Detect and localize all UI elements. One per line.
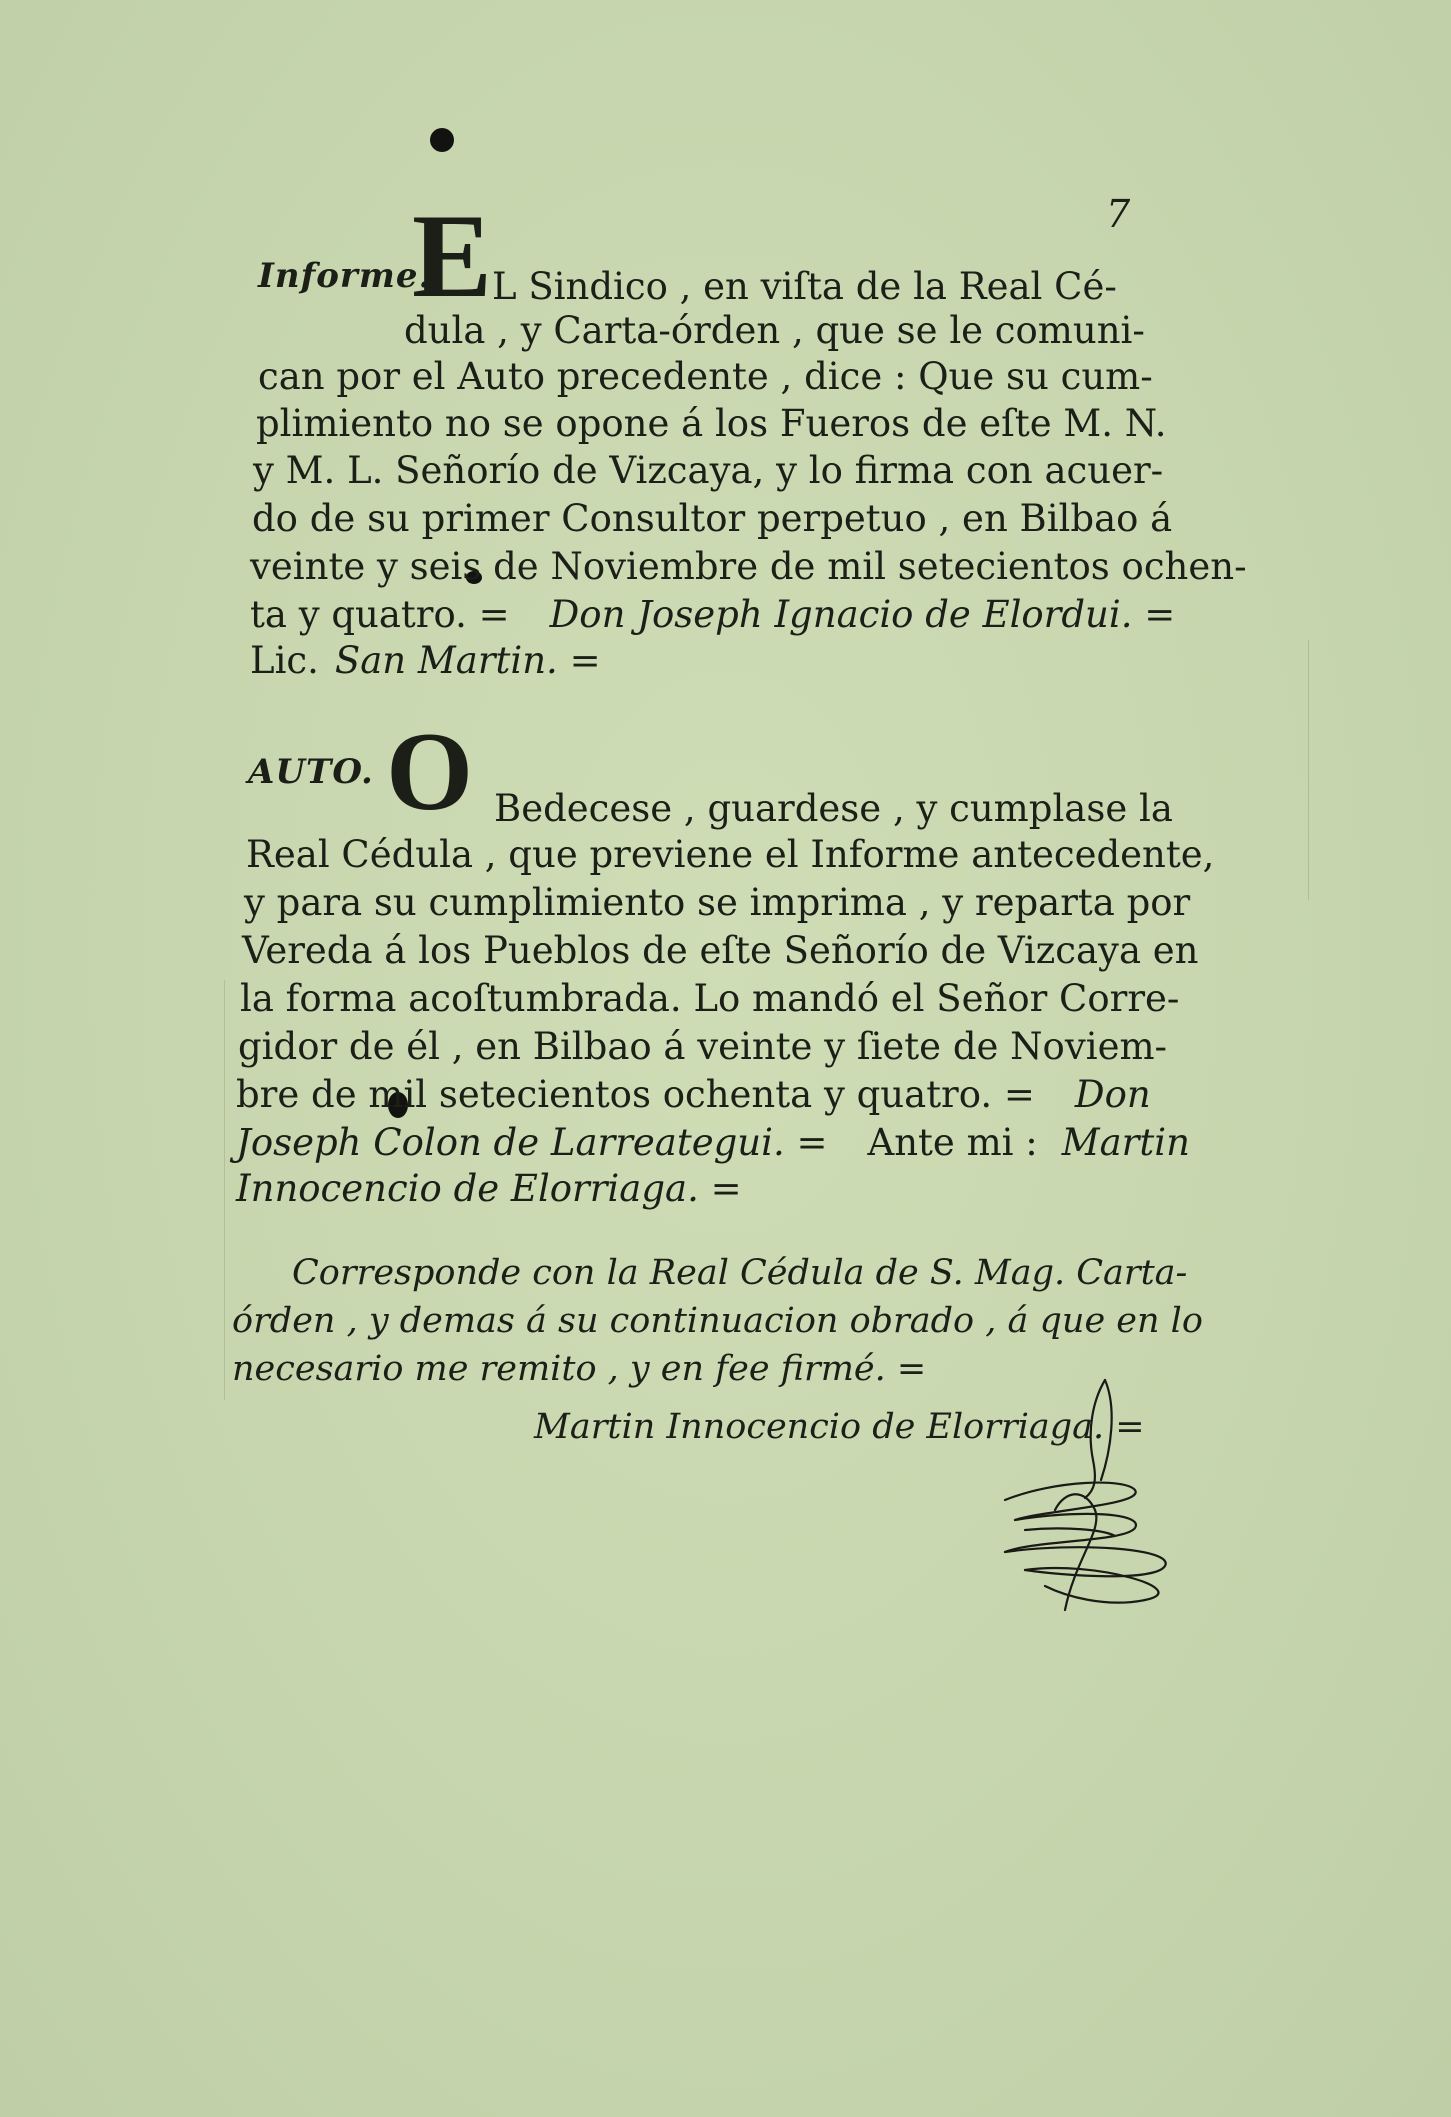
informe-lic-name: San Martin. = bbox=[334, 639, 601, 682]
informe-signatory: Don Joseph Ignacio de Elordui. = bbox=[549, 593, 1176, 636]
auto-corregidor-name: Joseph Colon de Larreategui. = bbox=[236, 1121, 828, 1164]
informe-line-4: plimiento no se opone á los Fueros de eſte M. N. bbox=[256, 402, 1167, 445]
auto-line-5: la forma acoſtumbrada. Lo mandó el Señor Corre- bbox=[240, 977, 1180, 1020]
informe-line-8 bbox=[250, 593, 1176, 636]
auto-line-2: Real Cédula , que previene el Informe antecedente, bbox=[246, 833, 1215, 876]
informe-dropcap: E bbox=[412, 189, 493, 322]
informe-line-3: can por el Auto precedente , dice : Que su cum- bbox=[258, 355, 1153, 398]
auto-dropcap: O bbox=[386, 710, 474, 834]
informe-line-5: y M. L. Señorío de Vizcaya, y lo firma con acuer- bbox=[253, 449, 1164, 492]
closing-line-2: órden , y demas á su continuacion obrado , á que en lo bbox=[232, 1301, 1203, 1341]
closing-line-1: Corresponde con la Real Cédula de S. Mag. Carta- bbox=[292, 1253, 1188, 1293]
informe-line-7: veinte y seis de Noviembre de mil setecientos ochen- bbox=[250, 545, 1247, 588]
informe-line-6: do de su primer Consultor perpetuo , en Bilbao á bbox=[252, 497, 1173, 540]
auto-line-9: Innocencio de Elorriaga. = bbox=[236, 1167, 742, 1210]
informe-line-1: L Sindico , en viſta de la Real Cé- bbox=[492, 265, 1117, 308]
auto-line-3: y para su cumplimiento se imprima , y reparta por bbox=[244, 881, 1191, 924]
auto-line-7 bbox=[236, 1073, 1151, 1116]
paper-crease bbox=[1308, 640, 1309, 900]
auto-line-7-text: bre de mil setecientos ochenta y quatro. = bbox=[236, 1073, 1035, 1116]
informe-margin-label: Informe. bbox=[258, 256, 432, 296]
auto-margin-label: AUTO. bbox=[248, 752, 374, 792]
paper-crease bbox=[224, 980, 225, 1400]
auto-line-1: Bedecese , guardese , y cumplase la bbox=[494, 787, 1173, 830]
auto-line-8 bbox=[236, 1121, 1190, 1164]
page-number: 7 bbox=[1106, 192, 1131, 236]
ink-blot bbox=[430, 128, 454, 152]
auto-notary-first-name: Martin bbox=[1061, 1121, 1190, 1164]
informe-line-8-text: ta y quatro. = bbox=[250, 593, 510, 636]
auto-line-7-tail: Don bbox=[1074, 1073, 1151, 1116]
auto-ante-mi: Ante mi : bbox=[867, 1121, 1038, 1164]
closing-signature: Martin Innocencio de Elorriaga. = bbox=[534, 1407, 1145, 1447]
auto-line-6: gidor de él , en Bilbao á veinte y ſiete de Noviem- bbox=[238, 1025, 1168, 1068]
informe-line-9-text: Lic. bbox=[250, 639, 319, 682]
signature-rubric-icon bbox=[985, 1360, 1185, 1620]
closing-line-3: necesario me remito , y en fee firmé. = bbox=[232, 1349, 927, 1389]
informe-line-9 bbox=[250, 639, 601, 682]
auto-line-4: Vereda á los Pueblos de eſte Señorío de Vizcaya en bbox=[242, 929, 1199, 972]
informe-line-2: dula , y Carta-órden , que se le comuni- bbox=[404, 309, 1145, 352]
